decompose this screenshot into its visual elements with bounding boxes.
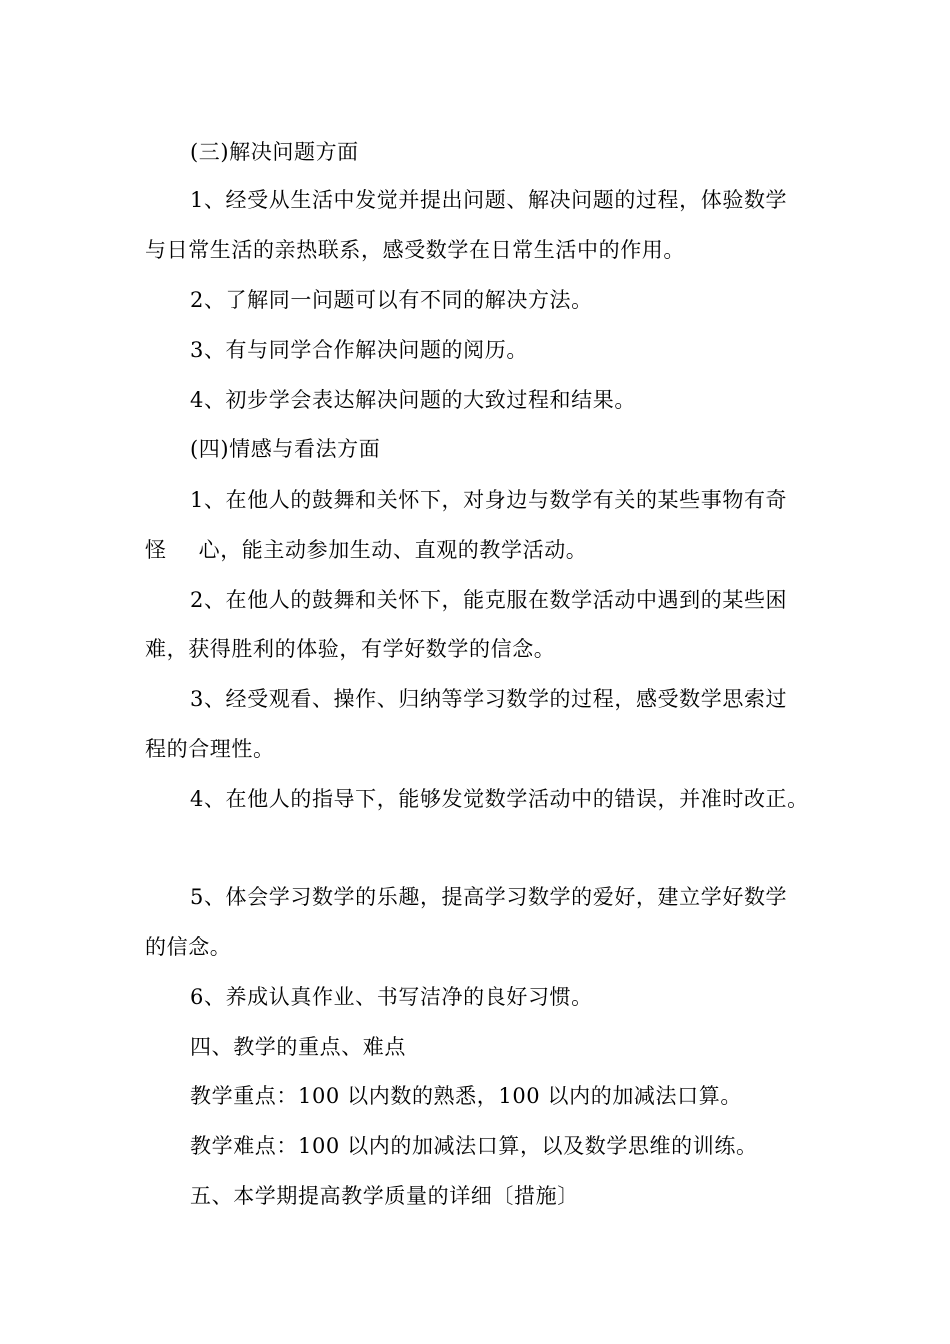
section-heading-problem-solving: (三)解决问题方面 — [190, 140, 359, 164]
paragraph-line: 1、经受从生活中发觉并提出问题、解决问题的过程，体验数学 — [190, 188, 788, 212]
paragraph-line: 程的合理性。 — [145, 737, 275, 761]
paragraph-line: 难，获得胜利的体验，有学好数学的信念。 — [145, 637, 556, 661]
section-heading-emotion-attitude: (四)情感与看法方面 — [190, 437, 381, 461]
paragraph-fragment: 心，能主动参加生动、直观的教学活动。 — [198, 538, 588, 562]
paragraph-line: 3、有与同学合作解决问题的阅历。 — [190, 338, 528, 362]
paragraph-line: 4、在他人的指导下，能够发觉数学活动中的错误，并准时改正。 — [190, 787, 809, 811]
paragraph-line: 2、在他人的鼓舞和关怀下，能克服在数学活动中遇到的某些困 — [190, 588, 788, 612]
paragraph-line: 教学难点：100 以内的加减法口算，以及数学思维的训练。 — [190, 1134, 758, 1158]
paragraph-line: 1、在他人的鼓舞和关怀下，对身边与数学有关的某些事物有奇 — [190, 488, 788, 512]
paragraph-line: 教学重点：100 以内数的熟悉，100 以内的加减法口算。 — [190, 1084, 742, 1108]
paragraph-line — [145, 535, 587, 565]
paragraph-line: 4、初步学会表达解决问题的大致过程和结果。 — [190, 388, 636, 412]
paragraph-line: 3、经受观看、操作、归纳等学习数学的过程，感受数学思索过 — [190, 687, 788, 711]
paragraph-line: 6、养成认真作业、书写洁净的良好习惯。 — [190, 985, 593, 1009]
paragraph-line: 的信念。 — [145, 935, 232, 959]
section-heading-measures: 五、本学期提高教学质量的详细〔措施〕 — [190, 1184, 579, 1208]
paragraph-line: 5、体会学习数学的乐趣，提高学习数学的爱好，建立学好数学 — [190, 885, 788, 909]
paragraph-line: 与日常生活的亲热联系，感受数学在日常生活中的作用。 — [145, 238, 685, 262]
paragraph-fragment: 怪 — [145, 538, 167, 562]
section-heading-key-points: 四、教学的重点、难点 — [190, 1035, 406, 1059]
paragraph-line: 2、了解同一问题可以有不同的解决方法。 — [190, 288, 593, 312]
